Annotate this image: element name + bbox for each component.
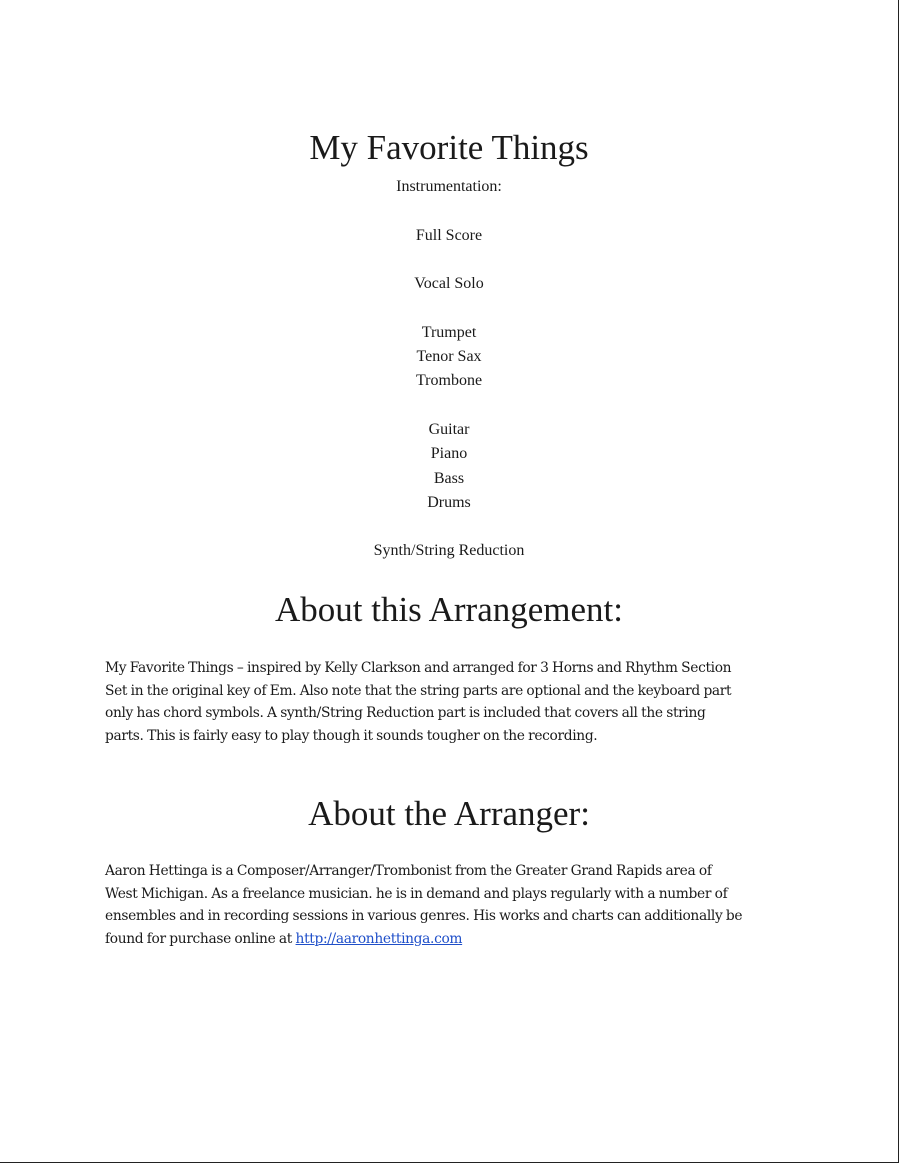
instrumentation-heading: Instrumentation: [396,178,502,195]
paragraph-line: Set in the original key of Em. Also note that the string parts are optional and the keyboard part [105,682,732,699]
paragraph-line: parts. This is fairly easy to play though it sounds tougher on the recording. [105,727,598,744]
paragraph-line: Aaron Hettinga is a Composer/Arranger/Trombonist from the Greater Grand Rapids area of [105,863,712,879]
instrumentation-line: Drums [427,493,471,511]
instrumentation-line [0,394,898,418]
instrumentation-line: Synth/String Reduction [373,542,525,560]
website-link[interactable]: http://aaronhettinga.com [295,930,463,947]
instrumentation-line [0,199,898,223]
paragraph-line: ensembles and in recording sessions in various genres. His works and charts can additionally be [105,908,743,924]
about-arrangement-paragraph [105,657,805,747]
instrumentation-line: Trombone [415,372,483,390]
about-arranger-paragraph [105,860,805,950]
instrumentation-line: Vocal Solo [414,275,484,293]
about-arranger-heading: About the Arranger: [308,794,590,833]
instrumentation-list [0,175,898,564]
instrumentation-line [0,296,898,320]
instrumentation-line: Guitar [428,420,470,438]
instrumentation-line: Tenor Sax [416,348,482,366]
instrumentation-line: Piano [430,445,468,463]
about-arrangement-heading: About this Arrangement: [274,590,623,629]
paragraph-line-with-link [105,928,805,951]
document-title: My Favorite Things [309,128,589,167]
instrumentation-line: Bass [433,469,465,487]
instrumentation-line: Trumpet [421,323,477,341]
instrumentation-line [0,515,898,539]
instrumentation-line: Full Score [415,226,483,244]
link-prefix-text: found for purchase online at [105,930,296,947]
paragraph-line: only has chord symbols. A synth/String Reduction part is included that covers all the string [105,705,706,721]
instrumentation-line [0,248,898,272]
paragraph-line: My Favorite Things – inspired by Kelly Clarkson and arranged for 3 Horns and Rhythm Section [105,660,732,676]
paragraph-line: West Michigan. As a freelance musician. he is in demand and plays regularly with a number of [105,885,728,902]
